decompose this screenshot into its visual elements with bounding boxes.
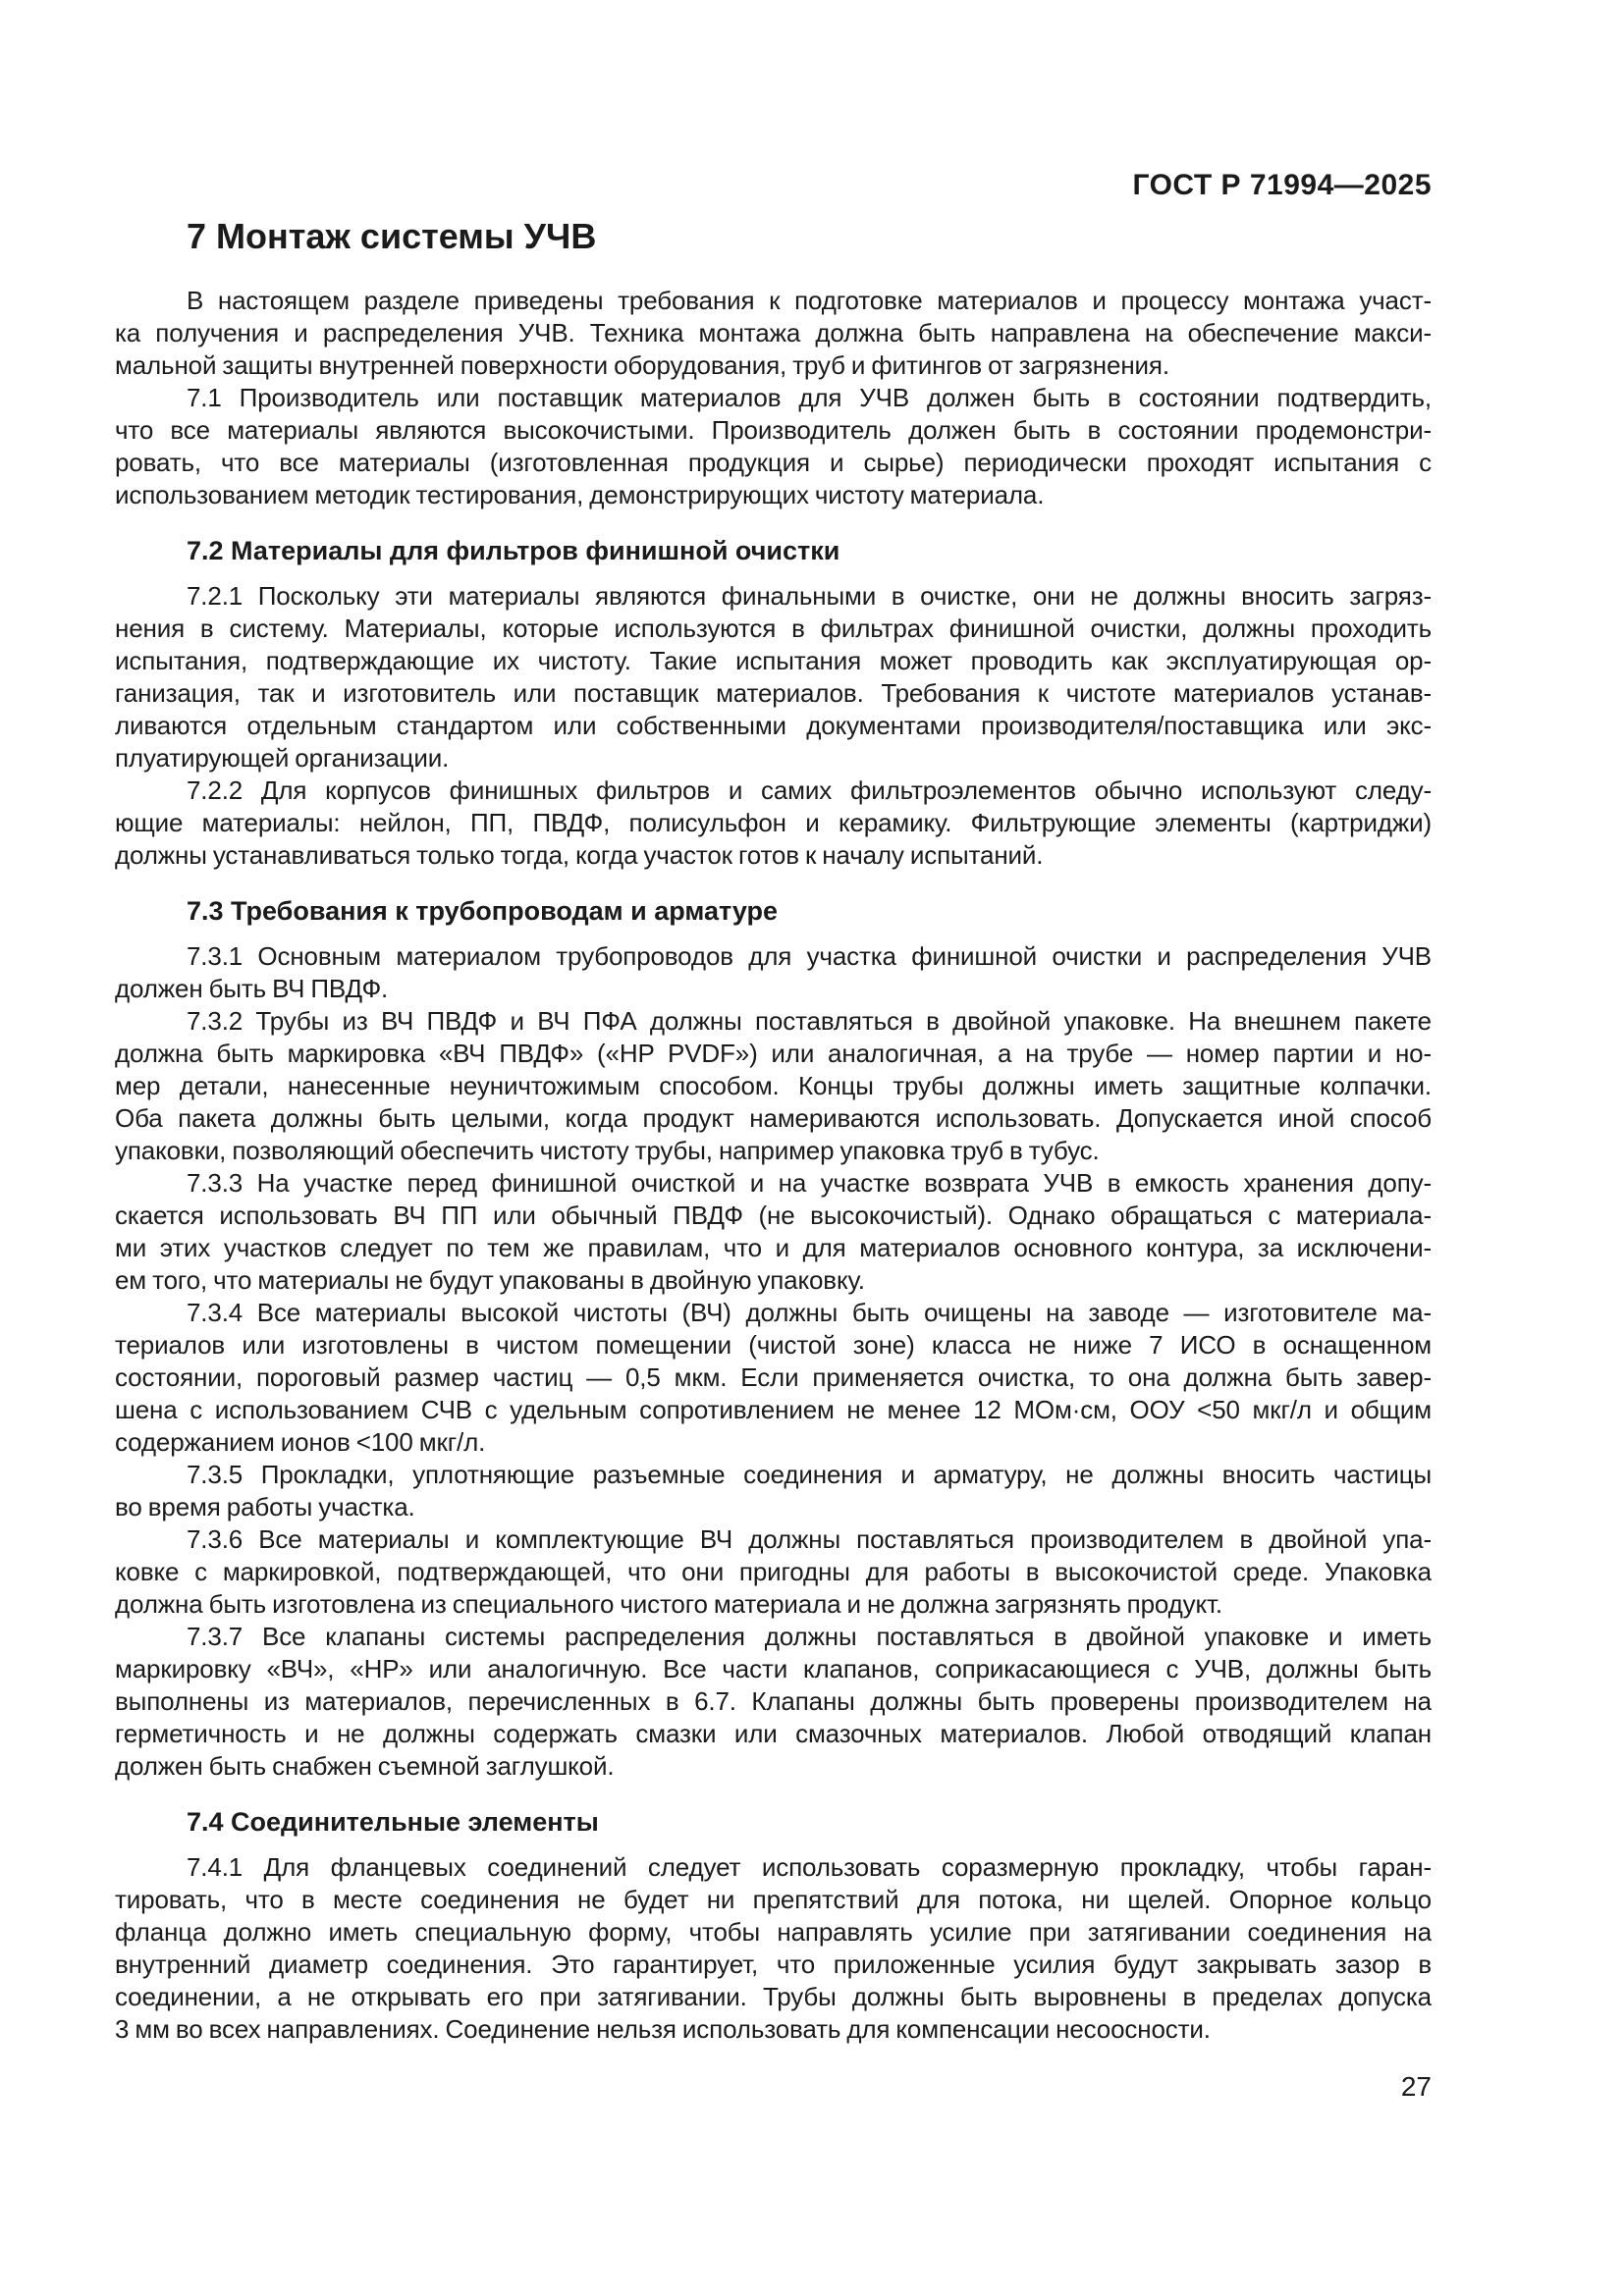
subheading-7-2: 7.2 Материалы для фильтров финишной очистки	[187, 536, 840, 565]
text-line: 7.3.3 На участке перед финишной очисткой и на участке возврата УЧВ в емкость хранения допу-	[187, 1168, 1432, 1198]
text-line: ем того, что материалы не будут упакованы в двойную упаковку.	[115, 1265, 865, 1295]
text-line: скается использовать ВЧ ПП или обычный ПВДФ (не высокочистый). Однако обращаться с материала-	[115, 1201, 1432, 1230]
text-line: Оба пакета должны быть целыми, когда продукт намериваются использовать. Допускается иной способ	[115, 1103, 1432, 1133]
text-line: 7.3.7 Все клапаны системы распределения должны поставляться в двойной упаковке и иметь	[187, 1622, 1432, 1651]
text-line: должны устанавливаться только тогда, когда участок готов к началу испытаний.	[115, 840, 1044, 870]
text-line: плуатирующей организации.	[115, 743, 450, 773]
text-line: во время работы участка.	[115, 1492, 415, 1522]
paragraph-7-3-4	[115, 1297, 1432, 1459]
text-line: ми этих участков следует по тем же правилам, что и для материалов основного контура, за исключени-	[115, 1233, 1432, 1262]
text-line: мальной защиты внутренней поверхности оборудования, труб и фитингов от загрязнения.	[115, 350, 1169, 380]
paragraph-7-3-7	[115, 1621, 1432, 1783]
text-line: выполнены из материалов, перечисленных в 6.7. Клапаны должны быть проверены производителем на	[115, 1686, 1432, 1716]
text-line: 7.3.4 Все материалы высокой чистоты (ВЧ) должны быть очищены на заводе — изготовителе ма-	[187, 1298, 1432, 1327]
paragraph-7-3-6	[115, 1523, 1432, 1621]
running-header: ГОСТ Р 71994—2025	[1132, 169, 1432, 201]
text-line: ющие материалы: нейлон, ПП, ПВДФ, полисульфон и керамику. Фильтрующие элементы (картриджи)	[115, 808, 1432, 837]
text-line: ганизация, так и изготовитель или поставщик материалов. Требования к чистоте материалов устанав-	[115, 678, 1432, 708]
text-line: упаковки, позволяющий обеспечить чистоту трубы, например упаковка труб в тубус.	[115, 1136, 1100, 1165]
subheading-7-3: 7.3 Требования к трубопроводам и арматуре	[187, 896, 779, 926]
text-line: териалов или изготовлены в чистом помещении (чистой зоне) класса не ниже 7 ИСО в оснащенном	[115, 1330, 1432, 1360]
paragraph-7-3-2	[115, 1005, 1432, 1167]
subheading-7-4: 7.4 Соединительные элементы	[187, 1807, 599, 1837]
text-line: 3 мм во всех направлениях. Соединение нельзя использовать для компенсации несоосности.	[115, 2014, 1211, 2044]
text-line: тировать, что в месте соединения не будет ни препятствий для потока, ни щелей. Опорное кольцо	[115, 1885, 1432, 1914]
text-line: 7.3.2 Трубы из ВЧ ПВДФ и ВЧ ПФА должны поставляться в двойной упаковке. На внешнем пакете	[187, 1006, 1432, 1036]
text-line: ковке с маркировкой, подтверждающей, что они пригодны для работы в высокочистой среде. Упаковка	[115, 1557, 1432, 1586]
paragraph-7-4-1	[115, 1851, 1432, 2046]
text-line: 7.2.2 Для корпусов финишных фильтров и самих фильтроэлементов обычно используют следу-	[187, 775, 1432, 805]
text-line: ровать, что все материалы (изготовленная продукция и сырье) периодически проходят испытания с	[115, 448, 1432, 477]
page-content	[115, 216, 1432, 2046]
text-line: должен быть снабжен съемной заглушкой.	[115, 1751, 615, 1781]
text-line: 7.3.5 Прокладки, уплотняющие разъемные соединения и арматуру, не должны вносить частицы	[187, 1460, 1432, 1489]
text-line: использованием методик тестирования, демонстрирующих чистоту материала.	[115, 480, 1045, 509]
text-line: ливаются отдельным стандартом или собственными документами производителя/поставщика или экс-	[115, 711, 1432, 740]
text-line: мер детали, нанесенные неуничтожимым способом. Концы трубы должны иметь защитные колпачки.	[115, 1071, 1432, 1100]
text-line: что все материалы являются высокочистыми. Производитель должен быть в состоянии продемонстри-	[115, 415, 1432, 445]
paragraph-intro	[115, 285, 1432, 382]
text-line: состоянии, пороговый размер частиц — 0,5 мкм. Если применяется очистка, то она должна быть завер-	[115, 1362, 1432, 1392]
text-line: соединении, а не открывать его при затягивании. Трубы должны быть выровнены в пределах допуска	[115, 1982, 1432, 2011]
text-line: 7.1 Производитель или поставщик материалов для УЧВ должен быть в состоянии подтвердить,	[187, 383, 1432, 412]
text-line: фланца должно иметь специальную форму, чтобы направлять усилие при затягивании соединения на	[115, 1917, 1432, 1947]
paragraph-7-1	[115, 382, 1432, 511]
text-line: 7.3.6 Все материалы и комплектующие ВЧ должны поставляться производителем в двойной упа-	[187, 1524, 1432, 1554]
paragraph-7-3-1	[115, 940, 1432, 1005]
text-line: испытания, подтверждающие их чистоту. Такие испытания может проводить как эксплуатирующая ор-	[115, 646, 1432, 675]
page-number: 27	[1400, 2071, 1432, 2102]
paragraph-7-3-5	[115, 1459, 1432, 1523]
text-line: должна быть изготовлена из специального чистого материала и не должна загрязнять продукт.	[115, 1589, 1222, 1619]
text-line: внутренний диаметр соединения. Это гарантирует, что приложенные усилия будут закрывать зазор в	[115, 1949, 1432, 1979]
text-line: 7.2.1 Поскольку эти материалы являются финальными в очистке, они не должны вносить загряз-	[187, 581, 1432, 611]
paragraph-7-2-2	[115, 774, 1432, 872]
text-line: нения в систему. Материалы, которые используются в фильтрах финишной очистки, должны проходить	[115, 614, 1432, 643]
text-line: ка получения и распределения УЧВ. Техника монтажа должна быть направлена на обеспечение макси-	[115, 318, 1432, 347]
text-line: шена с использованием СЧВ с удельным сопротивлением не менее 12 МОм·см, ООУ <50 мкг/л и общим	[115, 1395, 1432, 1424]
text-line: 7.4.1 Для фланцевых соединений следует использовать соразмерную прокладку, чтобы гаран-	[187, 1852, 1432, 1882]
text-line: 7.3.1 Основным материалом трубопроводов для участка финишной очистки и распределения УЧВ	[187, 941, 1432, 971]
text-line: содержанием ионов <100 мкг/л.	[115, 1427, 486, 1457]
text-line: В настоящем разделе приведены требования к подготовке материалов и процессу монтажа участ-	[187, 286, 1432, 315]
text-line: герметичность и не должны содержать смазки или смазочных материалов. Любой отводящий клапан	[115, 1719, 1432, 1748]
text-line: должна быть маркировка «ВЧ ПВДФ» («HP PVDF») или аналогичная, а на трубе — номер партии и но-	[115, 1039, 1432, 1068]
section-heading-7: 7 Монтаж системы УЧВ	[187, 216, 597, 256]
text-line: маркировку «ВЧ», «HP» или аналогичную. Все части клапанов, соприкасающиеся с УЧВ, должны быть	[115, 1654, 1432, 1683]
paragraph-7-2-1	[115, 580, 1432, 774]
paragraph-7-3-3	[115, 1167, 1432, 1297]
text-line: должен быть ВЧ ПВДФ.	[115, 974, 389, 1003]
